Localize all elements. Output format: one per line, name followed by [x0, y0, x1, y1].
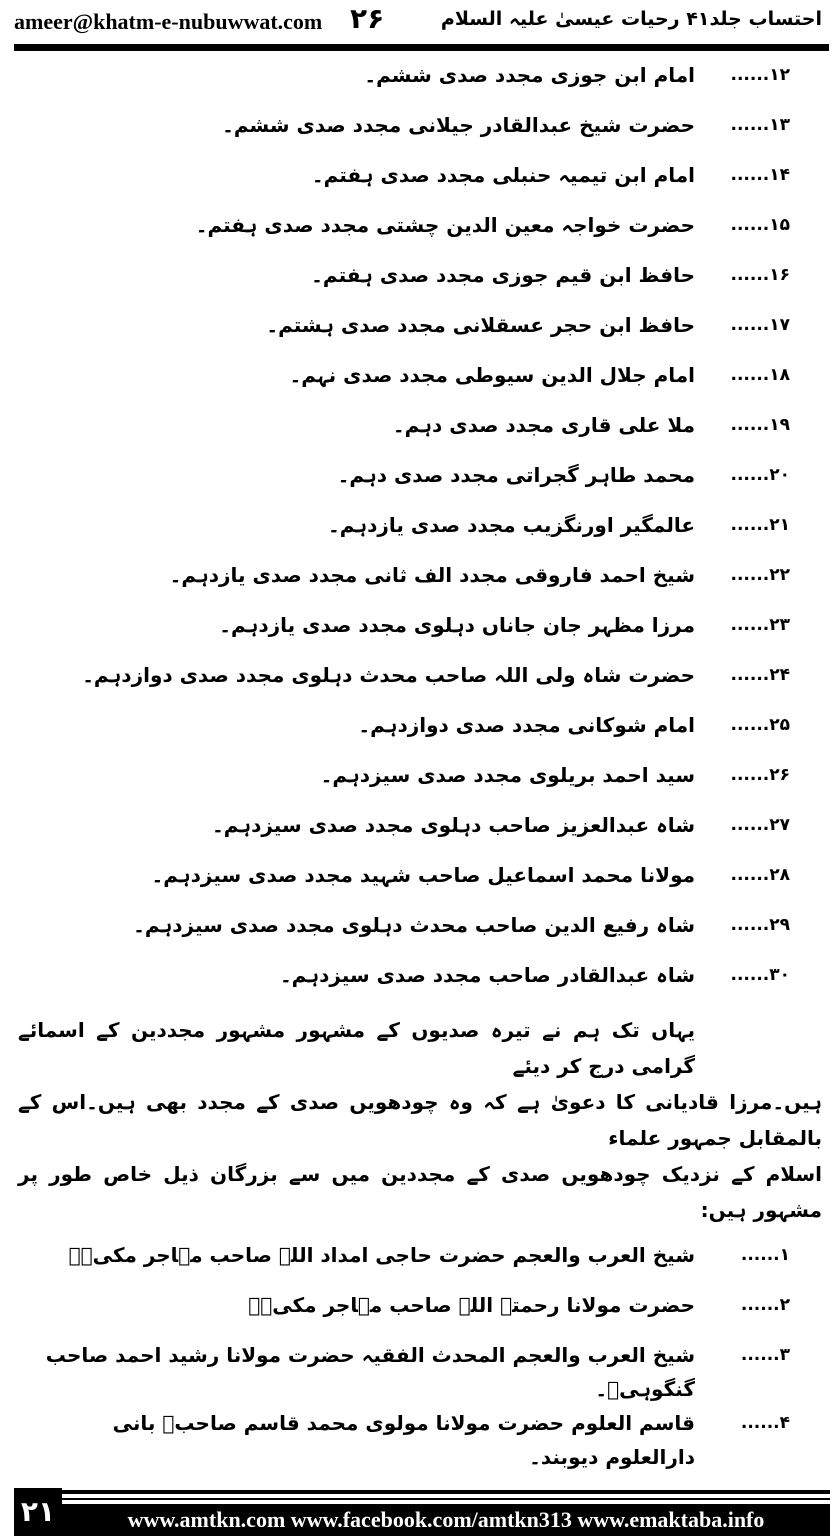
list-item — [18, 808, 790, 858]
list-item — [18, 258, 790, 308]
header-rule — [14, 44, 829, 51]
list-item — [18, 1238, 790, 1288]
list-item — [18, 908, 790, 958]
header-book-title: احتساب جلد۴۱ رحیات عیسیٰ علیہ السلام — [440, 8, 822, 30]
item-text: قاسم العلوم حضرت مولانا مولوی محمد قاسم صاحبؒ بانی دارالعلوم دیوبند۔ — [112, 1411, 695, 1469]
item-number: ۲۷...... — [730, 815, 790, 835]
item-text: عالمگیر اورنگزیب مجدد صدی یازدہم۔ — [328, 513, 695, 537]
list-item — [18, 408, 790, 458]
footer-rule — [62, 1498, 830, 1500]
item-text: حضرت مولانا رحمتہ اللہ صاحب مہاجر مکیؒ۔ — [248, 1293, 695, 1317]
footer-rule — [62, 1490, 830, 1494]
item-number: ۲۲...... — [730, 565, 790, 585]
list-item — [18, 358, 790, 408]
item-number: ۲۵...... — [730, 715, 790, 735]
list-item — [18, 1406, 790, 1474]
item-number: ۱۷...... — [730, 315, 790, 335]
paragraph-line: اسلام کے نزدیک چودھویں صدی کے مجددین میں سے بزرگان ذیل خاص طور پر مشہور ہیں: — [18, 1162, 822, 1222]
fourteenth-century-list — [18, 1238, 822, 1474]
item-number: ۱۲...... — [730, 65, 790, 85]
header-email: ameer@khatm-e-nubuwwat.com — [14, 9, 323, 34]
item-text: شیخ احمد فاروقی مجدد الف ثانی مجدد صدی یازدہم۔ — [169, 563, 695, 587]
item-text: شاہ رفیع الدین صاحب محدث دہلوی مجدد صدی سیزدہم۔ — [133, 913, 695, 937]
list-item — [18, 558, 790, 608]
item-text: امام ابن تیمیہ حنبلی مجدد صدی ہفتم۔ — [311, 163, 695, 187]
item-text: شیخ العرب والعجم حضرت حاجی امداد اللہ صاحب مہاجر مکیؒ۔ — [68, 1243, 695, 1267]
list-item — [18, 458, 790, 508]
list-item — [18, 608, 790, 658]
item-number: ۲۰...... — [730, 465, 790, 485]
item-text: شاہ عبدالقادر صاحب مجدد صدی سیزدہم۔ — [279, 963, 695, 987]
item-number: ۴...... — [740, 1413, 790, 1433]
header-page-number: ۲۶ — [350, 2, 385, 35]
item-text: مرزا مظہر جان جاناں دہلوی مجدد صدی یازدہم۔ — [219, 613, 695, 637]
list-item — [18, 158, 790, 208]
item-number: ۱...... — [740, 1245, 790, 1265]
list-item — [18, 708, 790, 758]
list-item — [18, 1338, 790, 1406]
list-item — [18, 508, 790, 558]
item-number: ۱۳...... — [730, 115, 790, 135]
item-text: حضرت شاہ ولی اللہ صاحب محدث دہلوی مجدد صدی دوازدہم۔ — [82, 663, 695, 687]
mujaddid-list — [18, 58, 822, 1008]
footer-links: www.amtkn.com www.facebook.com/amtkn313 www.emaktaba.info — [62, 1504, 830, 1536]
item-text: حضرت خواجہ معین الدین چشتی مجدد صدی ہفتم۔ — [195, 213, 695, 237]
list-item — [18, 308, 790, 358]
paragraph-line: ہیں۔مرزا قادیانی کا دعویٰ ہے کہ وہ چودھویں صدی کے مجدد بھی ہیں۔اس کے بالمقابل جمہور علماء — [18, 1090, 822, 1150]
item-text: امام ابن جوزی مجدد صدی ششم۔ — [364, 63, 695, 87]
item-number: ۲۶...... — [730, 765, 790, 785]
list-item — [18, 958, 790, 1008]
list-item — [18, 658, 790, 708]
item-text: ملا علی قاری مجدد صدی دہم۔ — [392, 413, 695, 437]
item-text: امام جلال الدین سیوطی مجدد صدی نہم۔ — [289, 363, 695, 387]
item-number: ۲۹...... — [730, 915, 790, 935]
list-item — [18, 108, 790, 158]
item-number: ۲۸...... — [730, 865, 790, 885]
body-paragraph — [18, 1012, 822, 1228]
item-number: ۱۵...... — [730, 215, 790, 235]
list-item — [18, 1288, 790, 1338]
list-item — [18, 758, 790, 808]
item-text: سید احمد بریلوی مجدد صدی سیزدہم۔ — [320, 763, 695, 787]
item-number: ۱۹...... — [730, 415, 790, 435]
list-item — [18, 208, 790, 258]
item-number: ۲۳...... — [730, 615, 790, 635]
list-item — [18, 58, 790, 108]
footer-page-number: ۲۱ — [14, 1488, 62, 1536]
item-number: ۲۴...... — [730, 665, 790, 685]
page-header — [0, 0, 840, 44]
item-text: مولانا محمد اسماعیل صاحب شہید مجدد صدی سیزدہم۔ — [151, 863, 695, 887]
item-number: ۱۴...... — [730, 165, 790, 185]
item-number: ۲...... — [740, 1295, 790, 1315]
item-number: ۱۶...... — [730, 265, 790, 285]
item-text: امام شوکانی مجدد صدی دوازدہم۔ — [358, 713, 695, 737]
item-text: حضرت شیخ عبدالقادر جیلانی مجدد صدی ششم۔ — [222, 113, 695, 137]
item-text: شاہ عبدالعزیز صاحب دہلوی مجدد صدی سیزدہم۔ — [211, 813, 695, 837]
item-text: حافظ ابن قیم جوزی مجدد صدی ہفتم۔ — [311, 263, 695, 287]
list-item — [18, 858, 790, 908]
item-text: محمد طاہر گجراتی مجدد صدی دہم۔ — [337, 463, 695, 487]
item-number: ۲۱...... — [730, 515, 790, 535]
item-number: ۱۸...... — [730, 365, 790, 385]
item-text: حافظ ابن حجر عسقلانی مجدد صدی ہشتم۔ — [266, 313, 695, 337]
item-text: شیخ العرب والعجم المحدث الفقیہ حضرت مولانا رشید احمد صاحب گنگوہیؒ۔ — [45, 1343, 695, 1401]
item-number: ۳۰...... — [730, 965, 790, 985]
paragraph-line: یہاں تک ہم نے تیرہ صدیوں کے مشہور مشہور مجددین کے اسمائے گرامی درج کر دیئے — [18, 1018, 695, 1078]
page-body — [18, 58, 822, 1474]
item-number: ۳...... — [740, 1345, 790, 1365]
